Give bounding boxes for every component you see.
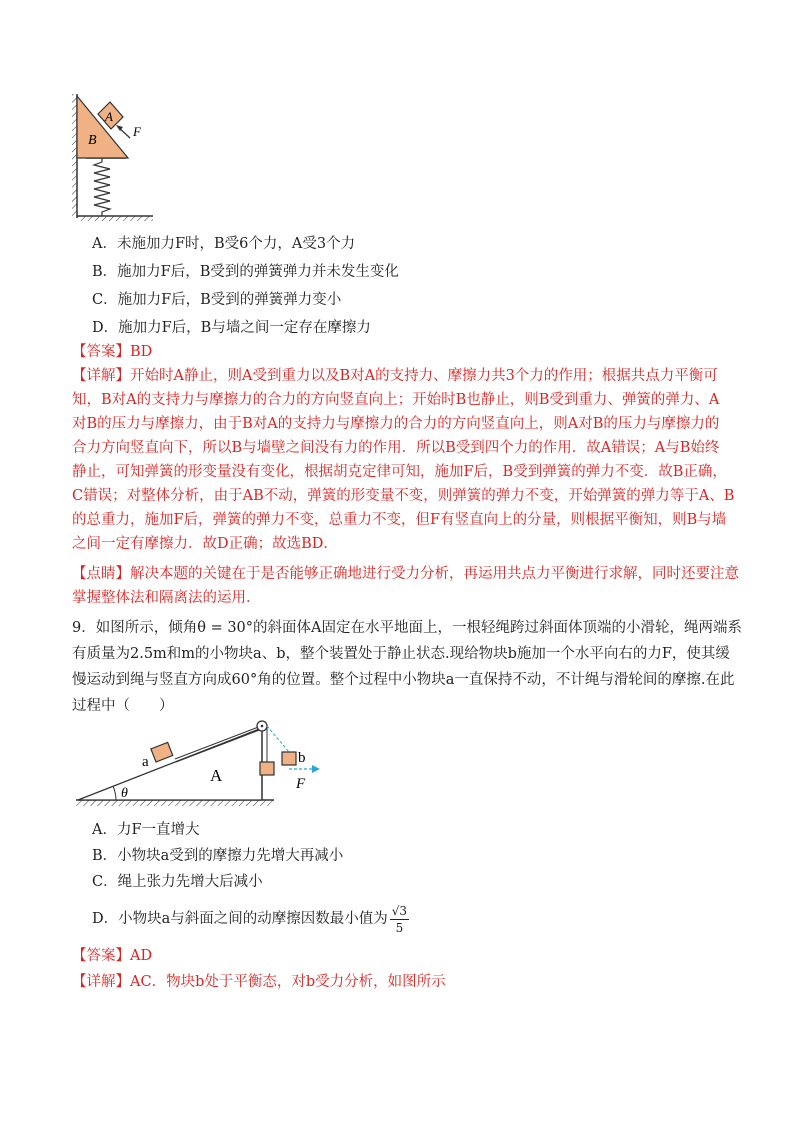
- q9-option-c: C．绳上张力先增大后减小: [92, 874, 263, 890]
- block-b: [282, 752, 296, 765]
- comment-tag: 【点睛】: [72, 566, 130, 582]
- q8-detail-line-3: 对B的压力与摩擦力，由于B对A的支持力与摩擦力的合力的方向竖直向上，则A对B的压力与摩擦力的: [72, 416, 720, 432]
- q9-stem-line-4: 过程中（ ）: [72, 698, 174, 714]
- q9-option-b: B．小物块a受到的摩擦力先增大再减小: [92, 848, 344, 864]
- q8-comment-line-1: 【点睛】解决本题的关键在于是否能够正确地进行受力分析，再运用共点力平衡进行求解，同时还要注意: [72, 566, 739, 582]
- label-A: A: [210, 766, 223, 785]
- q8-option-d: D．施加力F后，B与墙之间一定存在摩擦力: [92, 320, 371, 336]
- label-a: A: [105, 109, 113, 124]
- q8-answer: [72, 342, 152, 362]
- q8-detail-line-8: 之间一定有摩擦力．故D正确；故选BD．: [72, 536, 338, 552]
- q8-option-c: C．施加力F后，B受到的弹簧弹力变小: [92, 292, 342, 308]
- q8-detail-line-2: 知，B对A的支持力与摩擦力的合力的方向竖直向上；开始时B也静止，则B受到重力、弹簧的弹力、A: [72, 392, 720, 408]
- answer-value: AD: [130, 948, 153, 964]
- q9-option-a: A．力F一直增大: [92, 822, 200, 838]
- detail-tag: 【详解】: [72, 368, 130, 384]
- label-b: b: [298, 750, 306, 766]
- block-a: [151, 742, 173, 762]
- block-b-initial: [260, 762, 274, 775]
- q8-detail-line-4: 合力方向竖直向下，所以B与墙壁之间没有力的作用．所以B受到四个力的作用．故A错误；A与B始终: [72, 440, 720, 456]
- q9-stem-line-2: 有质量为2.5m和m的小物块a、b，整个装置处于静止状态.现给物块b施加一个水平向右的力F，使其缓: [72, 646, 730, 662]
- q8-detail-line-1: 【详解】开始时A静止，则A受到重力以及B对A的支持力、摩擦力共3个力的作用；根据共点力平衡可: [72, 368, 718, 384]
- label-F: F: [296, 776, 306, 792]
- spring: [94, 158, 110, 216]
- incline-a: [78, 728, 262, 800]
- answer-tag: 【答案】: [72, 948, 130, 964]
- label-a: a: [142, 754, 149, 770]
- answer-value: BD: [130, 344, 153, 360]
- q8-comment-line-2: 掌握整体法和隔离法的运用．: [72, 590, 261, 606]
- q9-stem-line-3: 慢运动到绳与竖直方向成60°角的位置。整个过程中小物块a一直保持不动，不计绳与滑轮间的摩擦.在此: [72, 672, 735, 688]
- q8-option-a: A．未施加力F时，B受6个力，A受3个力: [92, 236, 356, 252]
- q9-option-d: D．小物块a与斜面之间的动摩擦因数最小值为 $\frac{√3}{5}$: [92, 903, 408, 935]
- q9-stem-line-1: 9．如图所示，倾角θ = 30°的斜面体A固定在水平地面上，一根轻绳跨过斜面体顶端的小滑轮，绳两端系: [72, 620, 742, 636]
- q9-answer: [72, 946, 152, 966]
- figure-wedge-spring: [68, 92, 168, 224]
- q9-detail: 【详解】AC．物块b处于平衡态，对b受力分析，如图所示: [72, 974, 446, 990]
- label-theta: θ: [121, 786, 128, 801]
- fraction: $\frac{√3}{5}$: [391, 903, 408, 935]
- detail-tag: 【详解】: [72, 974, 130, 990]
- label-f: F: [133, 124, 141, 139]
- figure-incline-pulley: [72, 718, 342, 814]
- q8-detail-line-7: 的总重力，施加F后，弹簧的弹力不变，总重力不变，但F有竖直向上的分量，则根据平衡知，则B与墙: [72, 512, 727, 528]
- q8-option-b: B．施加力F后，B受到的弹簧弹力并未发生变化: [92, 264, 399, 280]
- q8-detail-line-5: 静止，可知弹簧的形变量没有变化，根据胡克定律可知，施加F后，B受到弹簧的弹力不变．故B正确，: [72, 464, 727, 480]
- ground: [76, 800, 274, 806]
- label-b: B: [88, 133, 97, 148]
- q8-detail-line-6: C错误；对整体分析，由于AB不动，弹簧的形变量不变，则弹簧的弹力不变，开始弹簧的弹力等于A、B: [72, 488, 735, 504]
- answer-tag: 【答案】: [72, 344, 130, 360]
